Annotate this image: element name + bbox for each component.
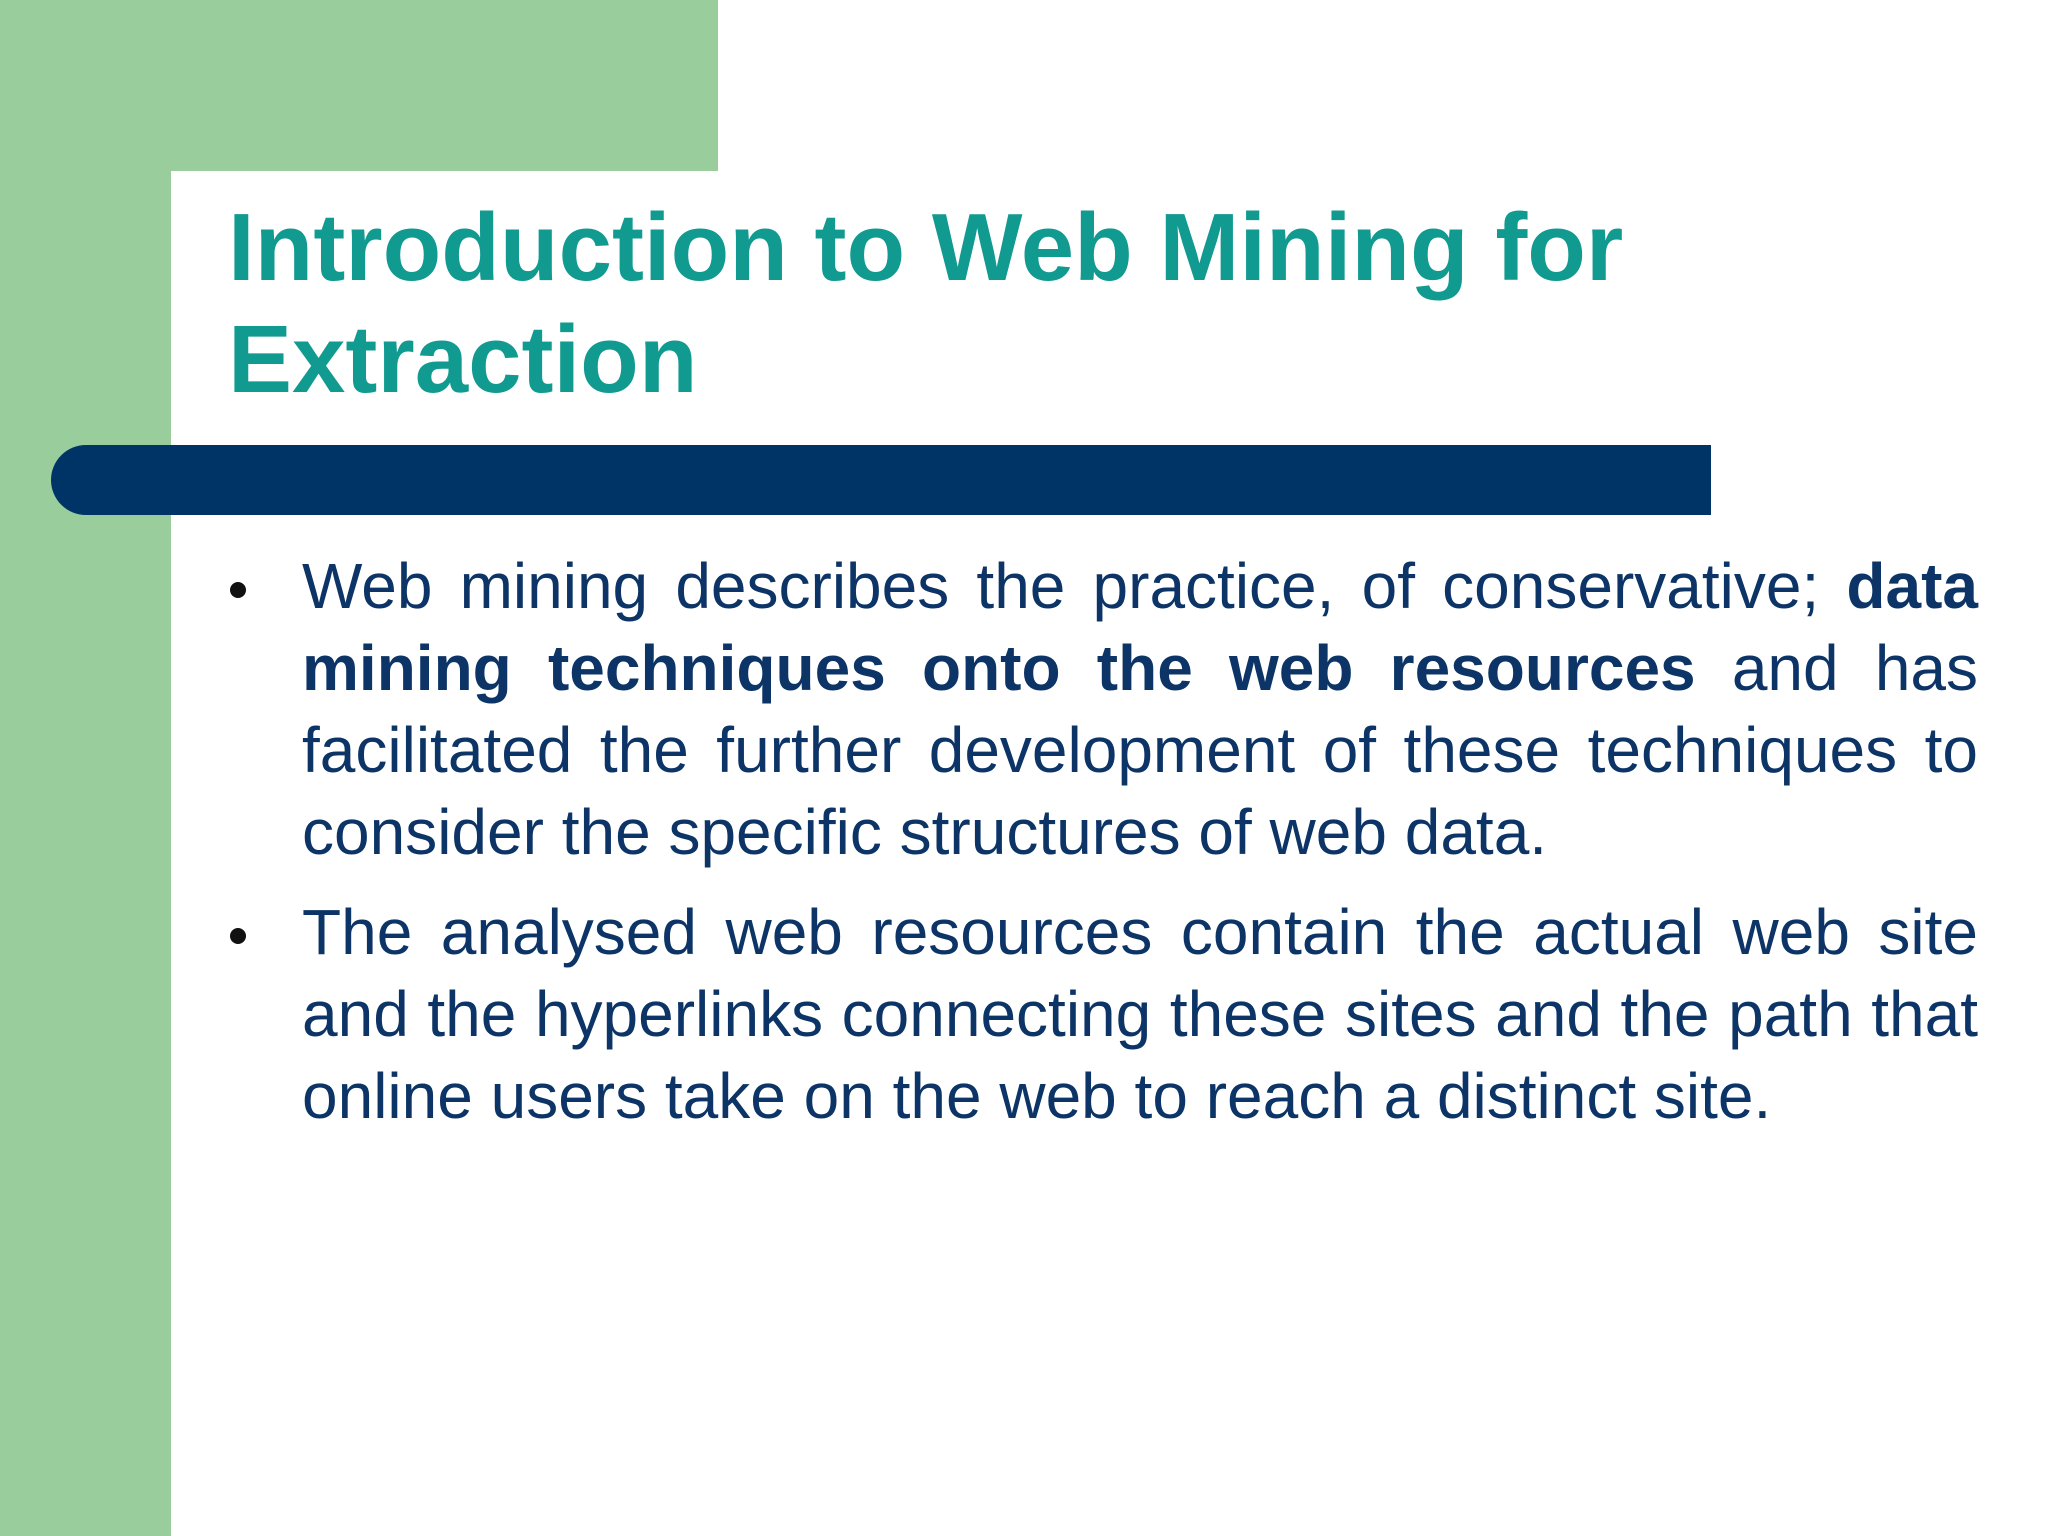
bullet-dot-icon <box>230 928 246 944</box>
bullet-item <box>220 891 1978 1137</box>
bullet-text: The analysed web resources contain the actual web site and the hyperlinks connecting these sites and the path that online users take on the web to reach a distinct site. <box>302 896 1978 1132</box>
bullet-list <box>220 545 1978 1155</box>
content-corner <box>171 171 231 231</box>
green-side-panel <box>0 0 171 1536</box>
title-divider-bar <box>51 445 1711 515</box>
bullet-dot-icon <box>230 582 246 598</box>
bullet-text-before: Web mining describes the practice, of conservative; <box>302 550 1847 622</box>
bullet-text-after: and has facilitated the further development of these techniques to consider the specific structures of web data. <box>302 632 1979 868</box>
bullet-bold-text: data mining techniques onto the web resources <box>302 550 1978 704</box>
bullet-item <box>220 545 1978 873</box>
slide-title: Introduction to Web Mining for Extraction <box>228 194 1624 413</box>
